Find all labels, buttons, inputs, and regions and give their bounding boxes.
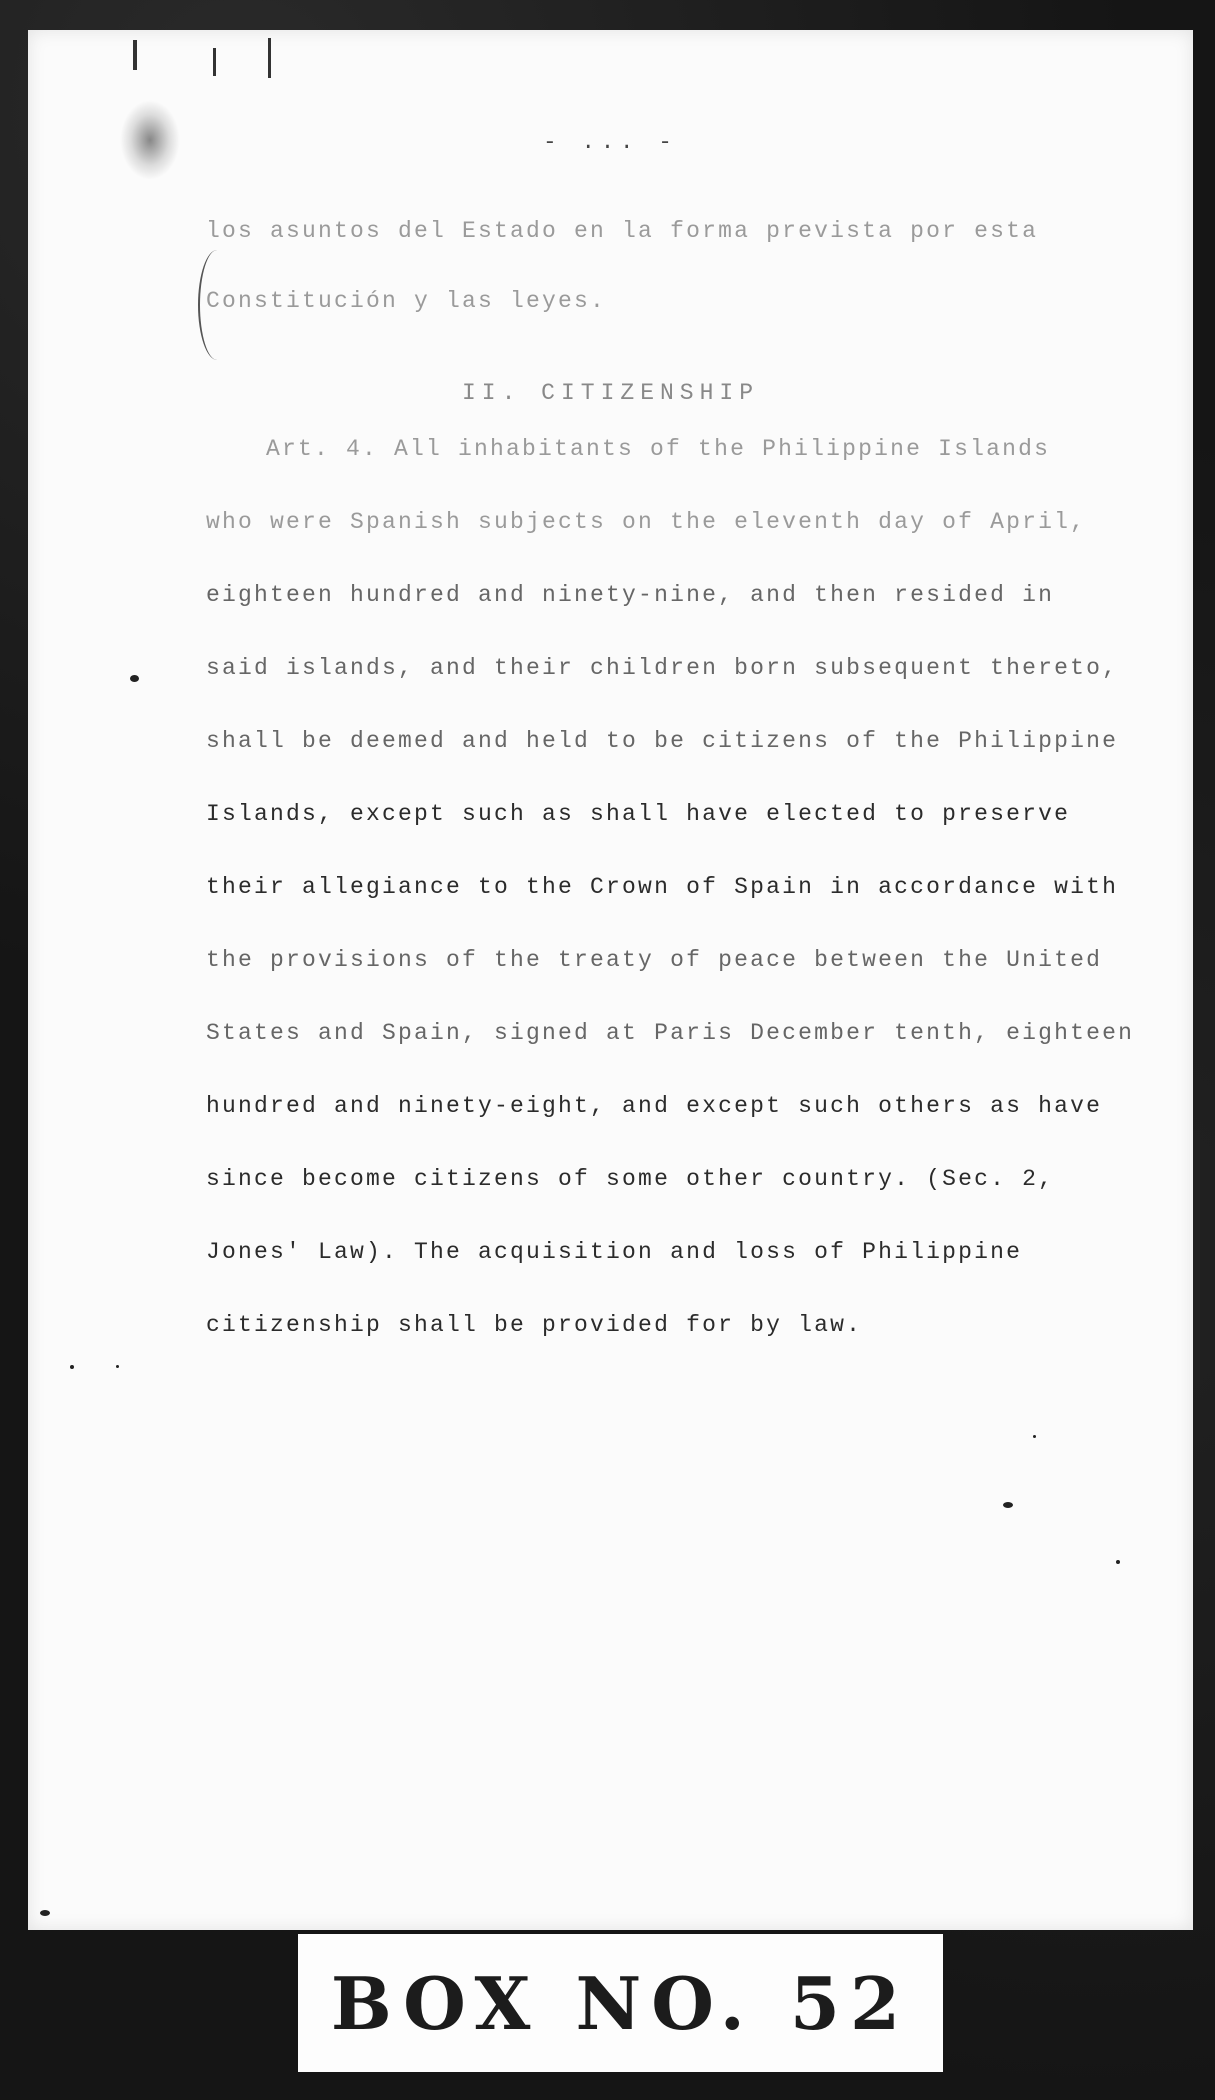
ink-speck <box>70 1365 74 1369</box>
ink-mark <box>213 48 216 76</box>
ink-speck <box>116 1365 119 1368</box>
article-line: said islands, and their children born subsequent thereto, <box>206 655 1119 681</box>
ink-speck <box>40 1910 50 1916</box>
spanish-line: los asuntos del Estado en la forma prevista por esta <box>206 218 1039 244</box>
ink-speck <box>1116 1560 1120 1564</box>
spanish-line: Constitución y las leyes. <box>206 288 607 314</box>
article-line: Art. 4. All inhabitants of the Philippine Islands <box>266 436 1051 462</box>
ink-speck <box>1003 1502 1013 1508</box>
article-line: since become citizens of some other country. (Sec. 2, <box>206 1166 1055 1192</box>
article-line: eighteen hundred and ninety-nine, and then resided in <box>206 582 1055 608</box>
page-number: - ... - <box>543 130 678 155</box>
document-page <box>28 30 1193 1930</box>
article-line: citizenship shall be provided for by law. <box>206 1312 863 1338</box>
article-line: the provisions of the treaty of peace between the United <box>206 947 1103 973</box>
ink-speck <box>130 675 139 682</box>
article-line: hundred and ninety-eight, and except such others as have <box>206 1093 1103 1119</box>
ink-mark <box>133 40 137 70</box>
article-line: who were Spanish subjects on the eleventh day of April, <box>206 509 1087 535</box>
article-line: Jones' Law). The acquisition and loss of Philippine <box>206 1239 1023 1265</box>
section-heading: II. CITIZENSHIP <box>461 380 760 406</box>
ink-mark <box>268 38 271 78</box>
article-line: their allegiance to the Crown of Spain in accordance with <box>206 874 1119 900</box>
article-line: shall be deemed and held to be citizens of the Philippine <box>206 728 1119 754</box>
ink-speck <box>1033 1435 1036 1438</box>
article-line: States and Spain, signed at Paris December tenth, eighteen <box>206 1020 1135 1046</box>
box-number-label: BOX NO. 52 <box>298 1934 943 2072</box>
article-line: Islands, except such as shall have elected to preserve <box>206 801 1071 827</box>
